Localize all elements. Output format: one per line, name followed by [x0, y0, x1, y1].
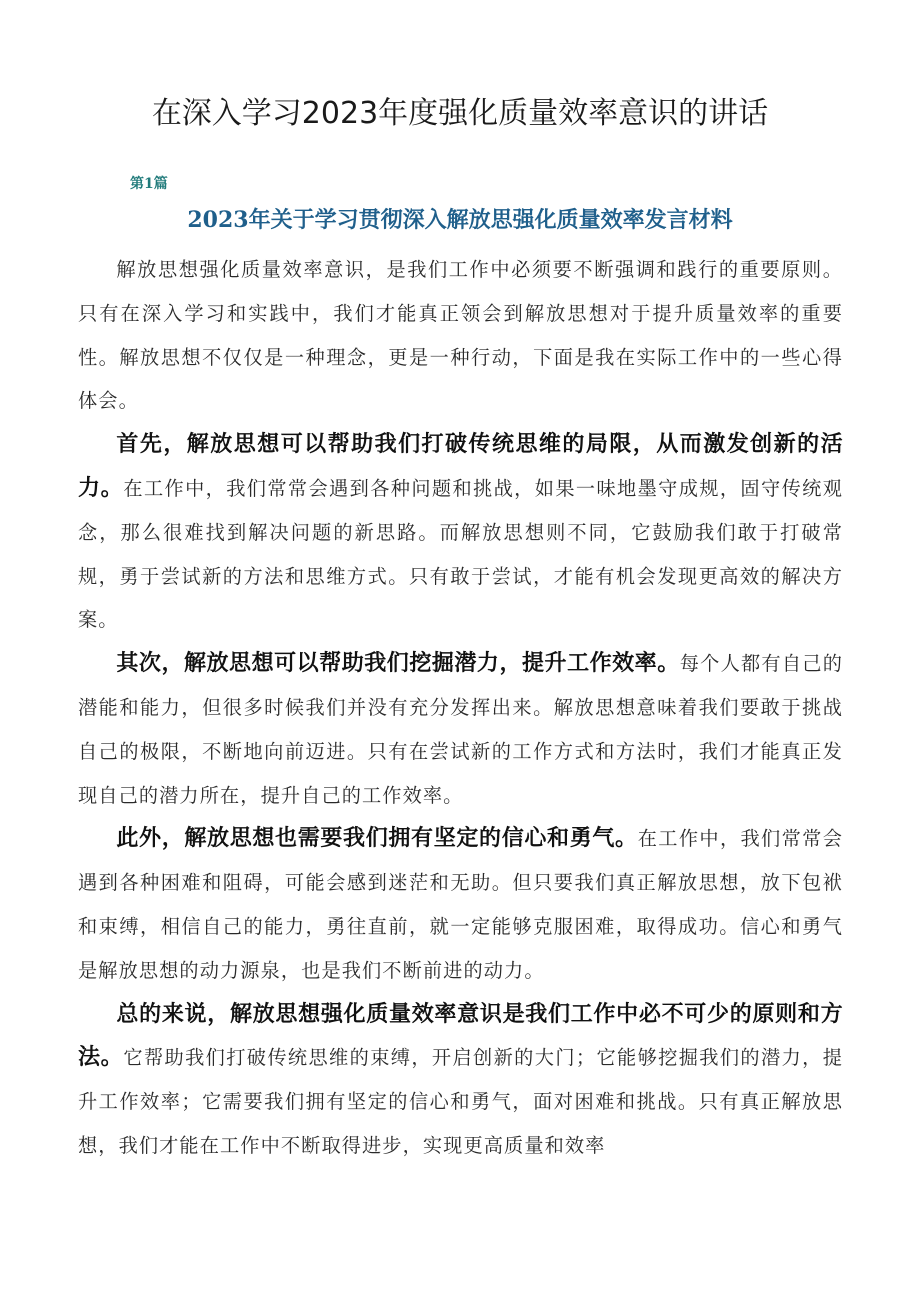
document-body — [78, 248, 843, 1168]
paragraph-intro — [78, 248, 843, 423]
paragraph-lead: 此外，解放思想也需要我们拥有坚定的信心和勇气。 — [116, 826, 638, 852]
section-title: 2023年关于学习贯彻深入解放思强化质量效率发言材料 — [187, 207, 733, 233]
paragraph-text: 在工作中，我们常常会遇到各种困难和阻碍，可能会感到迷茫和无助。但只要我们真正解放思想，放下包袱和束缚，相信自己的能力，勇往直前，就一定能够克服困难，取得成功。信心和勇气是解放思想的动力源泉，也是我们不断前进的动力。 — [78, 827, 844, 982]
paragraph-first-point — [78, 423, 843, 642]
paragraph-conclusion — [78, 993, 843, 1168]
document-title: 在深入学习2023年度强化质量效率意识的讲话 — [151, 96, 769, 131]
paragraph-second-point — [78, 642, 843, 817]
paragraph-lead: 总的来说，解放思想强化质量效率意识是我们工作中必不可少的原则和方法。 — [78, 1001, 843, 1071]
paragraph-text: 解放思想强化质量效率意识，是我们工作中必须要不断强调和践行的重要原则。只有在深入学习和实践中，我们才能真正领会到解放思想对于提升质量效率的重要性。解放思想不仅仅是一种理念，更是一种行动，下面是我在实际工作中的一些心得体会。 — [78, 258, 843, 413]
paragraph-text: 每个人都有自己的潜能和能力，但很多时候我们并没有充分发挥出来。解放思想意味着我们要敢于挑战自己的极限，不断地向前迈进。只有在尝试新的工作方式和方法时，我们才能真正发现自己的潜力所在，提升自己的工作效率。 — [78, 652, 843, 807]
paragraph-lead: 其次，解放思想可以帮助我们挖掘潜力，提升工作效率。 — [116, 651, 680, 677]
section-label: 第1篇 — [130, 176, 168, 192]
paragraph-text: 它帮助我们打破传统思维的束缚，开启创新的大门；它能够挖掘我们的潜力，提升工作效率；它需要我们拥有坚定的信心和勇气，面对困难和挑战。只有真正解放思想，我们才能在工作中不断取得进步，实现更高质量和效率 — [78, 1046, 843, 1157]
paragraph-lead: 首先，解放思想可以帮助我们打破传统思维的局限，从而激发创新的活力。 — [78, 432, 843, 501]
paragraph-text: 在工作中，我们常常会遇到各种问题和挑战，如果一味地墨守成规，固守传统观念，那么很难找到解决问题的新思路。而解放思想则不同，它鼓励我们敢于打破常规，勇于尝试新的方法和思维方式。只有敢于尝试，才能有机会发现更高效的解决方案。 — [78, 476, 843, 632]
paragraph-third-point — [78, 817, 843, 992]
